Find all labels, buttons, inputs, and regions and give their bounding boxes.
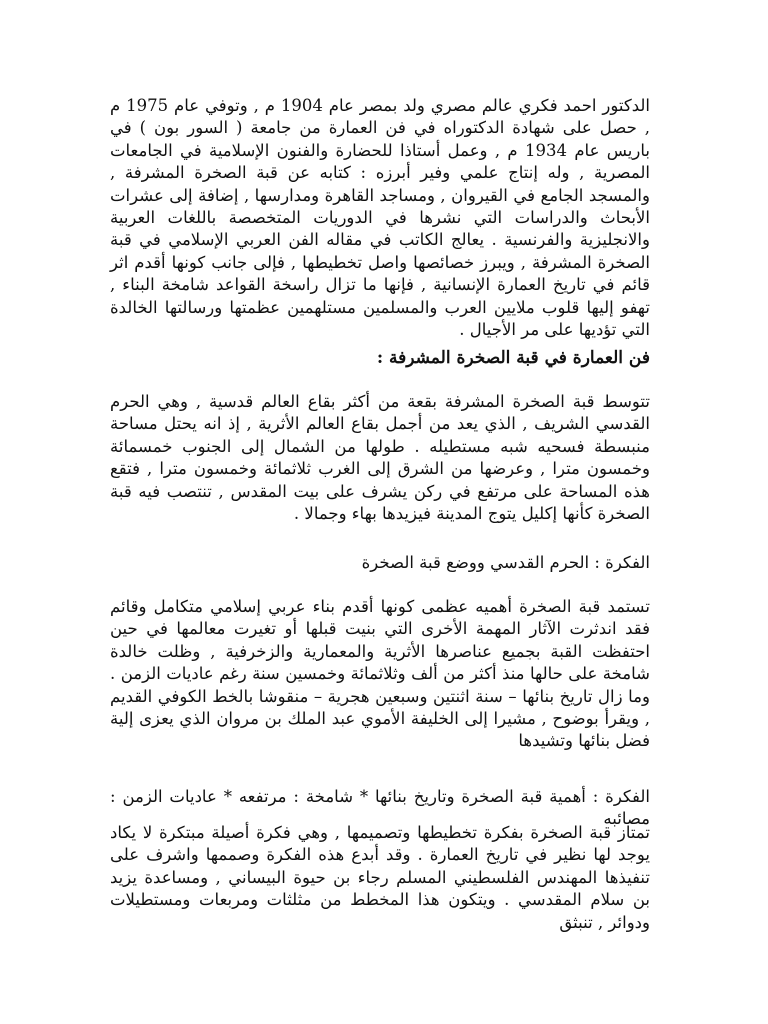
intro-paragraph: الدكتور احمد فكري عالم مصري ولد بمصر عام 1904 م , وتوفي عام 1975 م , حصل على شهادة الدكتوراه في فن العمارة من جامعة ( السور بون ) في باريس عام 1934 م , وعمل أستاذا للحضارة والفنون الإسلامية في الجامعات المصرية , وله إنتاج علمي وفير أبرزه : كتابه عن قبة الصخرة المشرفة , والمسجد الجامع في القيروان , ومساجد القاهرة ومدارسها , إضافة إلى عشرات الأبحاث والدراسات التي نشرها في الدوريات المتخصصة باللغات العربية والانجليزية والفرنسية . يعالج الكاتب في مقاله الفن العربي الإسلامي في قبة الصخرة المشرفة , ويبرز خصائصها واصل تخطيطها , فإلى جانب كونها أقدم اثر قائم في تاريخ العمارة الإنسانية , فإنها ما تزال راسخة القواعد شامخة البناء , تهفو إليها قلوب ملايين العرب والمسلمين مستلهمين عظمتها ورسالتها الخالدة التي تؤديها على مر الأجيال . — [110, 96, 650, 340]
art-paragraph: تتوسط قبة الصخرة المشرفة بقعة من أكثر بقاع العالم قدسية , وهي الحرم القدسي الشريف , الذي يعد من أجمل بقاع العالم الأثرية , إذ انه يحتل مساحة منبسطة فسحيه شبه مستطيله . طولها من الشمال إلى الجنوب خمسمائة وخمسون مترا , وعرضها من الشرق إلى الغرب ثلاثمائة وخمسون مترا , فتقع هذه المساحة على مرتفع في ركن يشرف على بيت المقدس , تنتصب فيه قبة الصخرة كأنها إكليل يتوج المدينة فيزيدها بهاء وجمالا . — [110, 392, 650, 524]
importance-paragraph: تستمد قبة الصخرة أهميه عظمى كونها أقدم بناء عربي إسلامي متكامل وقائم فقد اندثرت الآثار المهمة الأخرى التي بنيت قبلها أو تغيرت معالمها في حين احتفظت القبة بجميع عناصرها الأثرية والمعمارية والزخرفية , وظلت خالدة شامخة على حالها منذ أكثر من ألف وثلاثمائة وخمسين سنة رغم عاديات الزمن . وما زال تاريخ بنائها – سنة اثنتين وسبعين هجرية – منقوشا بالخط الكوفي القديم , ويقرأ بوضوح , مشيرا إلى الخليفة الأموي عبد الملك بن مروان الذي يعزى إلية فضل بنائها وتشيدها — [110, 597, 650, 751]
idea-note-1: الفكرة : الحرم القدسي ووضع قبة الصخرة — [361, 553, 650, 572]
idea-note-2: الفكرة : أهمية قبة الصخرة وتاريخ بنائها * شامخة : مرتفعه * عاديات الزمن : مصائبه — [110, 787, 650, 829]
section-heading: فن العمارة في قبة الصخرة المشرفة : — [376, 348, 650, 368]
design-paragraph: تمتاز قبة الصخرة بفكرة تخطيطها وتصميمها , وهي فكرة أصيلة مبتكرة لا يكاد يوجد لها نظير في تاريخ العمارة . وقد أبدع هذه الفكرة وصممها واشرف على تنفيذها المهندس الفلسطيني المسلم رجاء بن حيوة البيساني , ومساعدة يزيد بن سلام المقدسي . ويتكون هذا المخطط من مثلثات ومربعات ومستطيلات ودوائر , تنبثق — [110, 823, 650, 932]
